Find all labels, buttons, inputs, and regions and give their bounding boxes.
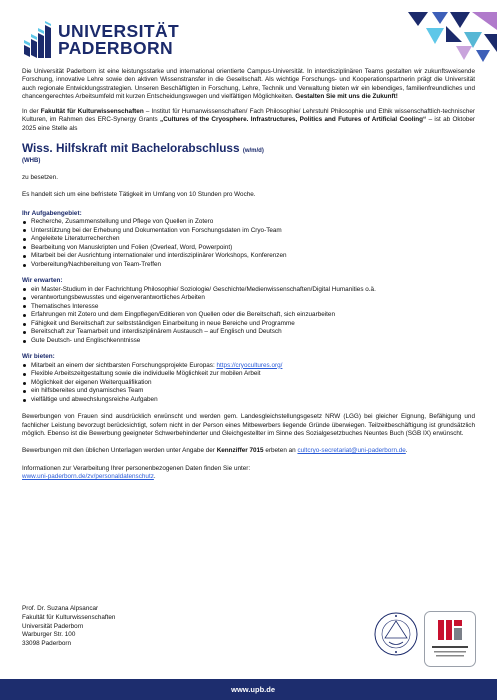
university-logo[interactable]	[22, 20, 179, 60]
list-item: ein Master-Studium in der Fachrichtung Philosophie/ Soziologie/ Geschichte/Medienwissenschaften/Digital Humanities o.ä.	[22, 286, 475, 295]
contact-name: Prof. Dr. Suzana Alpsancar	[22, 605, 99, 612]
list-item: Bearbeitung von Manuskripten und Folien (Overleaf, Word, Powerpoint)	[22, 244, 475, 253]
offer-list	[22, 362, 475, 405]
privacy-link[interactable]: www.uni-paderborn.de/zv/personaldatenschutz	[22, 472, 154, 480]
list-item: Unterstützung bei der Erhebung und Dokumentation von Forschungsdaten im Cryo-Team	[22, 227, 475, 236]
application-email-link[interactable]: cultcryo-secretariat@uni-paderborn.de	[297, 447, 406, 455]
reference-code: Kennziffer 7015	[216, 447, 264, 455]
university-logo-mark-icon	[22, 21, 52, 59]
equality-paragraph: Bewerbungen von Frauen sind ausdrücklich erwünscht und werden gem. Landesgleichstellungsgesetz NRW (LGG) bei gleicher Eignung, Befähigung und fachlicher Leistung bevorzugt berücksichtigt, sofern nicht in der Person eines Mitbewerbers liegende Gründe überwiegen. Teilzeitbeschäftigung ist grundsätzlich möglich. Ebenso ist die Bewerbung geeigneter Schwerbehinderter und Gleichgestellter im Sinne des Sozialgesetzbuches Neuntes Buch (SGB IX) erwünscht.	[22, 413, 475, 437]
intro-slogan: Gestalten Sie mit uns die Zukunft!	[295, 92, 398, 100]
total-e-quality-seal-icon	[374, 612, 418, 656]
job-abbreviation: (WHB)	[22, 158, 41, 165]
list-item: Mitarbeit bei der Ausrichtung internationaler und interdisziplinärer Workshops, Konferenzen	[22, 252, 475, 261]
privacy-paragraph	[22, 465, 475, 482]
job-gender: (w/m/d)	[242, 148, 264, 155]
project-title: „Cultures of the Cryosphere. Infrastructures, Politics and Futures of Artificial Cooling“	[160, 116, 427, 124]
list-item: Flexible Arbeitszeitgestaltung sowie die individuelle Möglichkeit zur mobilen Arbeit	[22, 370, 475, 379]
list-item: Recherche, Zusammenstellung und Pflege von Quellen in Zotero	[22, 218, 475, 227]
position-text-post: – ist ab Oktober 2025 eine Stelle als	[22, 116, 476, 132]
intro-text: Die Universität Paderborn ist eine leistungsstarke und international orientierte Campus-Universität. In interdisziplinären Teams gestalten wir zukunftsweisende Forschung, innovative Lehre sowie den aktiven Wissenstransfer in die Gesellschaft. Als wichtige Forschungs- und Kooperationspartnerin prägt die Universität auch regionale Entwicklungsstrategien. Unseren Beschäftigten in Forschung, Lehre, Technik und Verwaltung bieten wir ein lebendiges, familienfreundliches und chancengerechtes Arbeitsumfeld mit kurzen Entscheidungswegen und vielfältigen Möglichkeiten.	[22, 68, 475, 100]
list-item: vielfältige und abwechslungsreiche Aufgaben	[22, 396, 475, 405]
privacy-text: Informationen zur Verarbeitung Ihrer personenbezogenen Daten finden Sie unter:	[22, 464, 251, 472]
expect-list	[22, 286, 475, 346]
university-logo-wordmark	[58, 20, 180, 58]
job-title-text: Wiss. Hilfskraft mit Bachelorabschluss	[22, 141, 240, 156]
contact-address	[22, 605, 115, 649]
list-item: Gute Deutsch- und Englischkenntnisse	[22, 337, 475, 346]
faculty-name: Fakultät für Kulturwissenschaften	[40, 108, 144, 116]
cryocultures-link[interactable]: https://cryocultures.org/	[216, 361, 283, 369]
contact-street: Warburger Str. 100	[22, 631, 76, 639]
apply-text-post: .	[405, 447, 408, 455]
expect-heading: Wir erwarten:	[22, 277, 63, 285]
offer-heading: Wir bieten:	[22, 353, 55, 361]
position-text-mid: – Institut für Humanwissenschaften/ Fach Philosophie/ Lehrstuhl Philosophie und Ethik wissenschaftlich-technischer Kulturen, im Rahmen des ERC-Synergy Grants	[22, 108, 475, 124]
contact-university: Universität Paderborn	[22, 622, 84, 630]
list-item	[22, 362, 475, 371]
list-item: Angeleitete Literaturrecherchen	[22, 235, 475, 244]
contact-faculty: Fakultät für Kulturwissenschaften	[22, 613, 116, 621]
privacy-text-post: .	[153, 472, 156, 480]
logo-line-1: UNIVERSITÄT	[58, 20, 180, 41]
footer-website-link[interactable]: www.upb.de	[231, 685, 275, 694]
list-item: Thematisches Interesse	[22, 303, 475, 312]
intro-paragraph	[22, 68, 475, 101]
job-title	[22, 142, 475, 158]
apply-text-pre: Bewerbungen mit den üblichen Unterlagen werden unter Angabe der	[22, 447, 215, 455]
list-item: Fähigkeit und Bereitschaft zur selbstständigen Einarbeitung in neue Bereiche und Programme	[22, 320, 475, 329]
list-item: Möglichkeit der eigenen Weiterqualifikation	[22, 379, 475, 388]
apply-text-mid: erbeten an	[265, 447, 296, 455]
footer-bar	[0, 679, 497, 700]
contact-city: 33098 Paderborn	[22, 640, 72, 648]
position-text-pre: In der	[22, 108, 39, 116]
logo-line-2: PADERBORN	[58, 38, 174, 58]
to-fill-text: zu besetzen.	[22, 174, 58, 182]
offer-item-text: Mitarbeit an einem der sichtbarsten Forschungsprojekte Europas:	[31, 361, 215, 369]
posting-body	[22, 68, 475, 481]
list-item: Erfahrungen mit Zotero und dem Eingpflegen/Editieren von Quellen oder die Bereitschaft, sich einzuarbeiten	[22, 311, 475, 320]
apply-paragraph	[22, 447, 475, 455]
decorative-triangles-graphic	[398, 12, 497, 62]
tasks-list	[22, 218, 475, 269]
terms-text: Es handelt sich um eine befristete Tätigkeit im Umfang von 10 Stunden pro Woche.	[22, 191, 256, 199]
list-item: Bereitschaft zur Teamarbeit und interdisziplinärem Austausch – auf Englisch und Deutsch	[22, 328, 475, 337]
list-item: Vorbereitung/Nachbereitung von Team-Treffen	[22, 261, 475, 270]
list-item: ein hilfsbereites und dynamisches Team	[22, 387, 475, 396]
tasks-heading: Ihr Aufgabengebiet:	[22, 209, 82, 217]
audit-familiengerechte-hochschule-icon	[424, 611, 476, 667]
list-item: verantwortungsbewusstes und eigenverantwortliches Arbeiten	[22, 294, 475, 303]
position-paragraph	[22, 108, 475, 133]
